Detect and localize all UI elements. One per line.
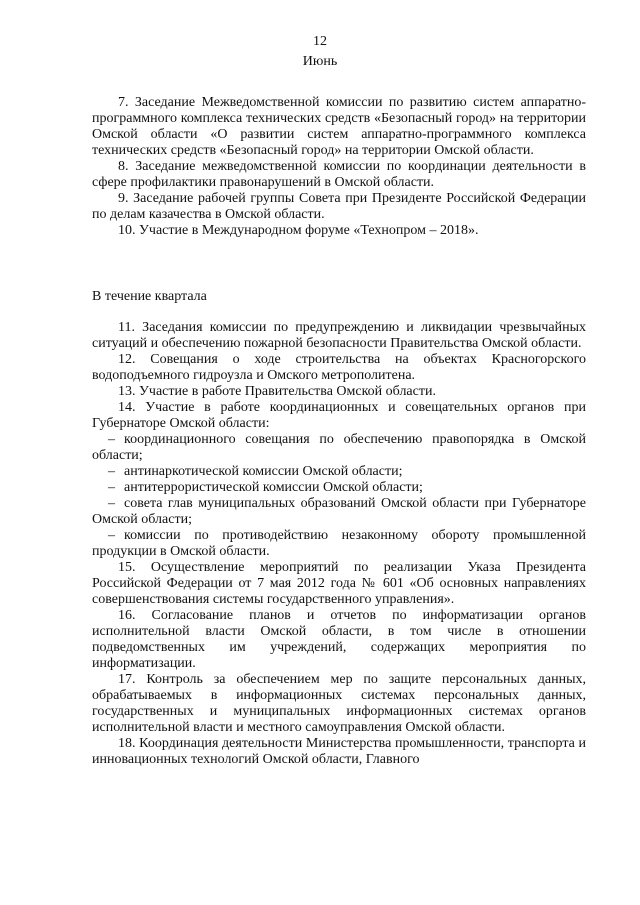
- paragraph-item-12: 12. Совещания о ходе строительства на объектах Красногорского водоподъемного гидроузла и Омского метрополитена.: [92, 352, 586, 383]
- dash-marker: –: [108, 480, 115, 495]
- subitem-text: совета глав муниципальных образований Омской области при Губернаторе Омской области;: [92, 496, 586, 527]
- paragraph-item-17: 17. Контроль за обеспечением мер по защите персональных данных, обрабатываемых в информационных системах персональных данных, государственных и муниципальных информационных системах органов исполнительной власти и местного самоуправления Омской области.: [92, 672, 586, 735]
- subitem-text: антинаркотической комиссии Омской области;: [124, 464, 403, 479]
- dash-marker: –: [108, 432, 115, 447]
- quarter-section: [92, 289, 586, 305]
- subitem-14-3: [92, 480, 586, 496]
- dash-marker: –: [108, 464, 115, 479]
- paragraph-item-14: 14. Участие в работе координационных и совещательных органов при Губернаторе Омской области:: [92, 400, 586, 431]
- june-items: [92, 95, 586, 239]
- subitem-14-2: [92, 464, 586, 480]
- month-heading: Июнь: [302, 54, 338, 69]
- paragraph-item-13: 13. Участие в работе Правительства Омской области.: [118, 384, 436, 399]
- subitem-text: координационного совещания по обеспечению правопорядка в Омской области;: [92, 432, 586, 463]
- quarter-items: [92, 320, 586, 768]
- subitem-14-1: [92, 432, 586, 464]
- paragraph-item-16: 16. Согласование планов и отчетов по информатизации органов исполнительной власти Омской области, в том числе в отношении подведомственных им учреждений, содержащих мероприятия по информатизации.: [92, 608, 586, 671]
- subitem-text: антитеррористической комиссии Омской области;: [124, 480, 423, 495]
- subitem-14-5: [92, 528, 586, 560]
- paragraph-item-18: 18. Координация деятельности Министерства промышленности, транспорта и инновационных технологий Омской области, Главного: [92, 736, 586, 767]
- paragraph-item-10: 10. Участие в Международном форуме «Технопром – 2018».: [118, 223, 479, 238]
- subitem-text: комиссии по противодействию незаконному обороту промышленной продукции в Омской области.: [92, 528, 586, 559]
- dash-marker: –: [108, 528, 115, 543]
- paragraph-item-15: 15. Осуществление мероприятий по реализации Указа Президента Российской Федерации от 7 мая 2012 года № 601 «Об основных направлениях совершенствования системы государственного управления».: [92, 560, 586, 607]
- paragraph-item-11: 11. Заседания комиссии по предупреждению и ликвидации чрезвычайных ситуаций и обеспечению пожарной безопасности Правительства Омской области.: [92, 320, 586, 351]
- section-heading-quarter: В течение квартала: [92, 289, 207, 304]
- paragraph-item-7: 7. Заседание Межведомственной комиссии по развитию систем аппаратно-программного комплекса технических средств «Безопасный город» на территории Омской области «О развитии систем аппаратно-программного комплекса технических средств «Безопасный город» на территории Омской области.: [92, 95, 586, 158]
- paragraph-item-8: 8. Заседание межведомственной комиссии по координации деятельности в сфере профилактики правонарушений в Омской области.: [92, 159, 586, 190]
- paragraph-item-9: 9. Заседание рабочей группы Совета при Президенте Российской Федерации по делам казачества в Омской области.: [92, 191, 586, 222]
- dash-marker: –: [108, 496, 115, 511]
- page-number: 12: [313, 34, 327, 49]
- subitem-14-4: [92, 496, 586, 528]
